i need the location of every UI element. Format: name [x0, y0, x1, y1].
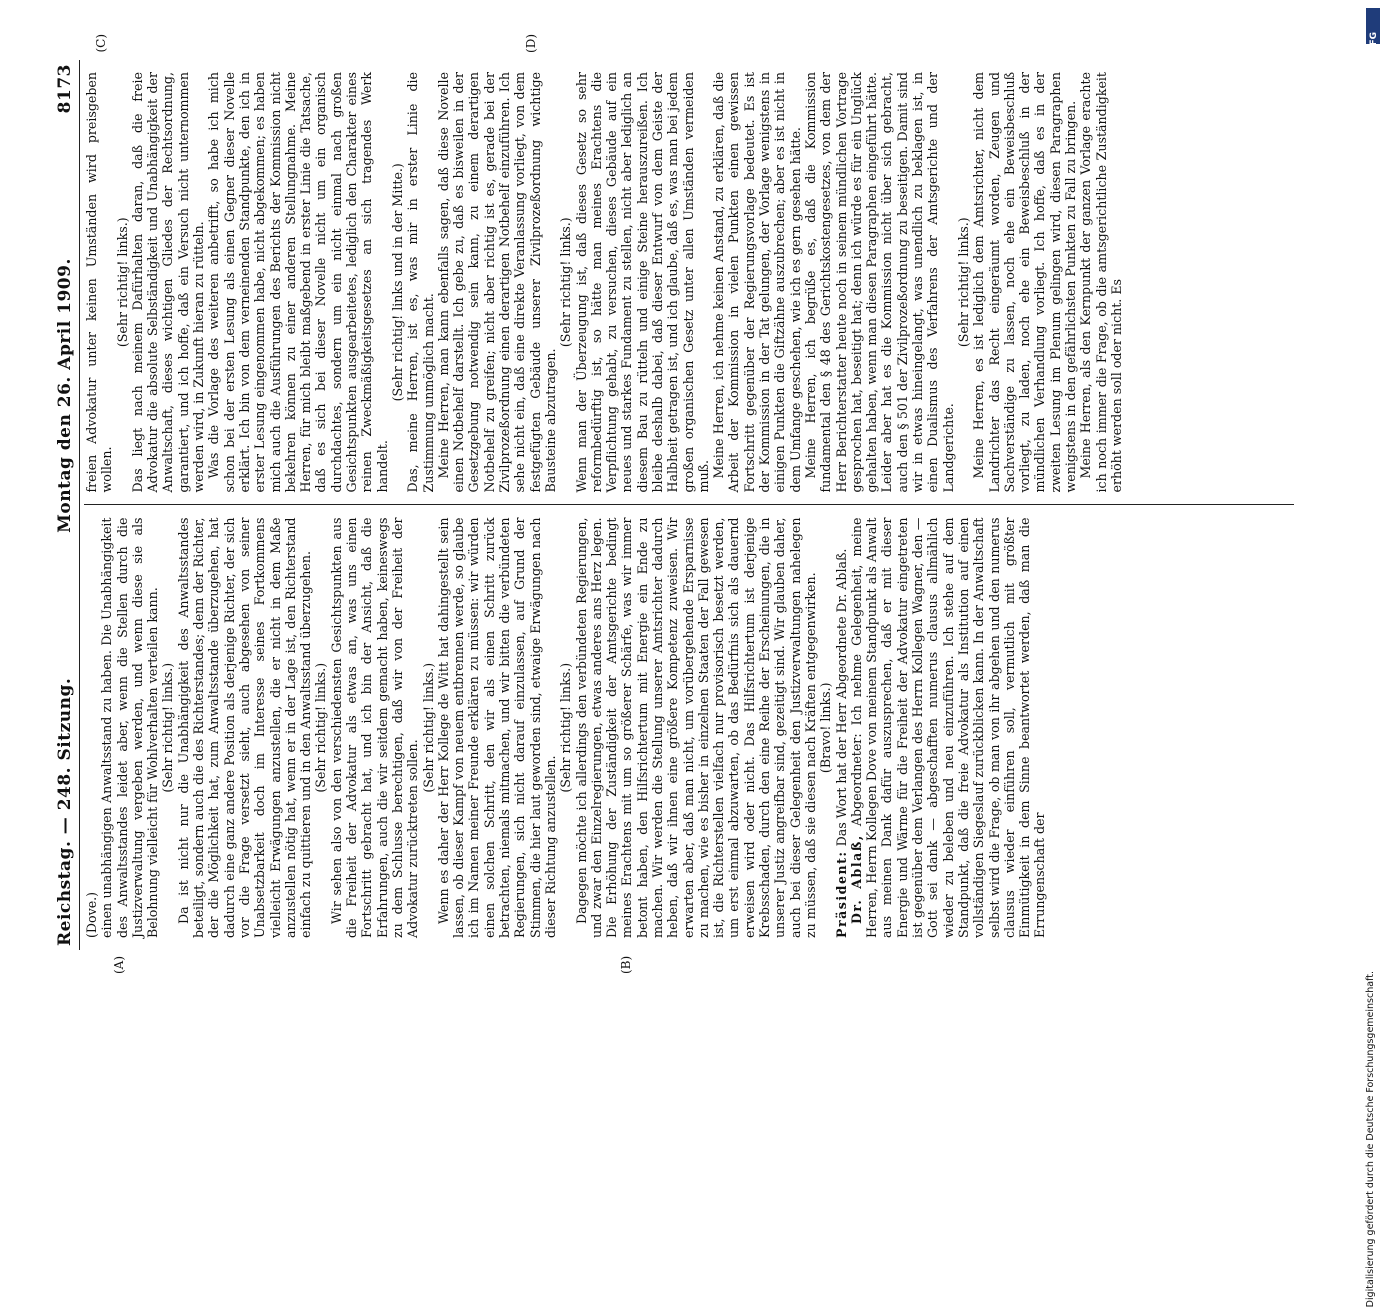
- paragraph-text: Das, meine Herren, ist es, was mir in erster Linie die Zustimmung unmöglich macht.: [405, 72, 436, 493]
- paragraph: [84, 72, 115, 493]
- paragraph: [956, 72, 971, 493]
- paragraph-text: (Sehr richtig! links.): [313, 662, 329, 793]
- paragraph: [436, 72, 558, 493]
- paragraph-text: (Dove.): [84, 891, 99, 938]
- paragraph: [421, 518, 436, 939]
- paragraph-text: Das Wort hat der Herr Abgeordnete Dr. Ablaß.: [833, 548, 849, 847]
- paragraph: [313, 518, 328, 939]
- speaker-name: Präsident:: [833, 850, 849, 938]
- paragraph-text: Abgeordneter: Ich nehme Gelegenheit, meine Herren, Herrn Kollegen Dove von meinem Standpunkt als Anwalt aus meinen Dank dafür auszusprechen, daß er mit dieser Energie und Wärme für die Freiheit der Advokatur eingetreten ist gegenüber dem Verlangen des Herrn Kollegen Wagner, den — Gott sei dank — abgeschafften numerus clausus allmählich wieder zu beleben und neu einzuführen. Ich stehe auf dem Standpunkt, daß die freie Advokatur als Institution auf einen vollständigen Siegeslauf zurückblicken kann. In der Anwaltschaft selbst wird die Frage, ob man von ihr abgehen und den numerus clausus wieder einführen soll, vermutlich mit größter Einmütigkeit in dem Sinne beantwortet werden, daß man die Errungenschaft der: [848, 517, 1048, 938]
- margin-marker-a: (A): [112, 955, 126, 974]
- paragraph-text: (Sehr richtig! links.): [160, 662, 176, 793]
- paragraph: [390, 72, 405, 493]
- text-columns: [84, 34, 1294, 974]
- paragraph: [176, 518, 314, 939]
- paragraph: [99, 518, 160, 939]
- margin-marker-b: (B): [619, 955, 633, 974]
- dfg-logo: DFG: [1366, 8, 1380, 44]
- paragraph: [160, 518, 175, 939]
- paragraph-text: (Sehr richtig! links und in der Mitte.): [389, 163, 405, 402]
- right-column: [84, 34, 1294, 505]
- paragraph-text: Wenn man der Überzeugung ist, daß dieses Gesetz so sehr reformbedürftig ist, so hätte man meines Erachtens die Verpflichtung gehabt, zu versuchen, dieses Gebäude auf ein neues und starkes Fundament zu stellen, nicht aber lediglich an diesem Bau zu rütteln und einige Steine herauszureißen. Ich bleibe deshalb dabei, daß dieser Entwurf von dem Geiste der Halbheit getragen ist, und ich glaube, daß es, was man bei jedem großen organischen Gesetz unter allen Umständen vermeiden muß.: [573, 72, 711, 493]
- margin-marker-c: (C): [94, 34, 108, 53]
- paragraph-text: (Sehr richtig! links.): [558, 217, 574, 348]
- paragraph: [436, 518, 558, 939]
- paragraph-text: (Sehr richtig! links.): [420, 662, 436, 793]
- paragraph: [405, 72, 436, 493]
- paragraph-text: Dagegen möchte ich allerdings den verbündeten Regierungen, und zwar den Einzelregierungen, etwas anderes ans Herz legen. Die Erhöhung der Zuständigkeit der Amtsgerichte bedingt meines Erachtens mit um so größerer Schärfe, was wir immer betont haben, den Hilfsrichtertum mit Energie ein Ende zu machen. Wir werden die Stellung unserer Amtsrichter dadurch heben, daß wir ihnen eine größere Kompetenz zuweisen. Wir erwarten aber, daß man nicht, um vorübergehende Ersparnisse zu machen, wie es bisher in einzelnen Staaten der Fall gewesen ist, die Richterstellen vielfach nur provisorisch besetzt werden, um erst einmal abzuwarten, ob das Bedürfnis sich als dauernd erweisen wird oder nicht. Das Hilfsrichtertum ist derjenige Krebsschaden, durch den eine Reihe der Erscheinungen, die in unserer Justiz angreifbar sind, gezeitigt sind. Wir glauben daher, auch bei dieser Gelegenheit den Justizverwaltungen nahelegen zu müssen, daß sie diesen nach Kräften entgegenwirken.: [573, 517, 818, 938]
- header-rule: [79, 60, 80, 950]
- margin-marker-d: (D): [524, 34, 538, 53]
- paragraph: [574, 518, 819, 939]
- speaker-name: Dr. Ablaß,: [848, 834, 864, 924]
- paragraph: [206, 72, 390, 493]
- paragraph: [818, 518, 833, 939]
- paragraph: [1078, 72, 1124, 493]
- paragraph-text: (Sehr richtig! links.): [558, 662, 574, 793]
- paragraph: [849, 518, 1048, 939]
- paragraph-text: Wenn es daher der Herr Kollege de Witt hat dahingestellt sein lassen, ob dieser Kampf von neuem entbrennen werde, so glaube ich im Namen meiner Freunde erklären zu müssen: wir würden einen solchen Schritt, den wir als einen Schritt zurück betrachten, niemals mitmachen, und wir bitten die verbündeten Regierungen, sich nicht darauf einzulassen, auf Grund der Stimmen, die hier laut geworden sind, etwaige Erwägungen nach dieser Richtung anzustellen.: [435, 517, 558, 938]
- paragraph-text: (Sehr richtig! links.): [955, 217, 971, 348]
- left-column: [84, 505, 1294, 974]
- paragraph-text: (Bravo! links.): [818, 682, 834, 774]
- paragraph: [834, 518, 849, 939]
- paragraph-text: einen unabhängigen Anwaltsstand zu haben. Die Unabhängigkeit des Anwaltsstandes leidet aber, wenn die Stellen durch die Justizverwaltung vergeben werden, und wenn diese sie als Belohnung vielleicht für Wohlverhalten verteilen kann.: [99, 517, 161, 938]
- paragraph: [115, 72, 130, 493]
- paragraph: [84, 518, 99, 939]
- paragraph: [803, 72, 956, 493]
- page-header: [55, 60, 77, 950]
- paragraph-text: Das liegt nach meinem Dafürhalten daran, daß die freie Advokatur die absolute Selbständigkeit und Unabhängigkeit der Anwaltschaft, dieses wichtigen Gliedes der Rechtsordnung, garantiert, und ich hoffe, daß ein Versuch nicht unternommen werden wird, in Zukunft hieran zu rütteln.: [129, 72, 207, 493]
- paragraph: [971, 72, 1078, 493]
- paragraph-text: freien Advokatur unter keinen Umständen wird preisgeben wollen.: [84, 72, 115, 493]
- paragraph-text: Wir sehen also von den verschiedensten Gesichtspunkten aus die Freiheit der Advokatur als etwas an, was uns einen Fortschritt gebracht hat, und ich bin der Ansicht, daß die Erfahrungen, auch die wir seitdem gemacht haben, keineswegs zu dem Schlusse berechtigen, daß wir von der Freiheit der Advokatur zurücktreten sollen.: [328, 517, 421, 938]
- header-center: Montag den 26. April 1909.: [55, 258, 75, 533]
- paragraph: [130, 72, 206, 493]
- paragraph-text: Meine Herren, man kann ebenfalls sagen, daß diese Novelle einen Notbehelf darstellt. Ich gebe zu, daß es bisweilen in der Gesetzgebung notwendig sein kann, zu einem derartigen Notbehelf zu greifen; nicht aber richtig ist es, gerade bei der Zivilprozeßordnung einen derartigen Notbehelf einzuführen. Ich sehe nicht ein, daß eine direkte Veranlassung vorliegt, von dem festgefügten Gebäude unserer Zivilprozeßordnung wichtige Bausteine abzutragen.: [435, 72, 558, 493]
- paragraph: [574, 72, 712, 493]
- header-page-number: 8173: [55, 64, 75, 114]
- paragraph: [558, 72, 573, 493]
- paragraph-text: (Sehr richtig! links.): [114, 217, 130, 348]
- paragraph-text: Meine Herren, es ist lediglich dem Amtsrichter, nicht dem Landrichter das Recht eingeräumt worden, Zeugen und Sachverständige zu lassen, noch ehe ein Beweisbeschluß vorliegt, zu laden, noch ehe ein Beweisbeschluß in der mündlichen Verhandlung vorliegt. Ich hoffe, daß es in der zweiten Lesung im Plenum gelingen wird, diesen Paragraphen wenigstens in den gefährlichsten Punkten zu Fall zu bringen.: [971, 72, 1078, 493]
- paragraph-text: Meine Herren, ich nehme keinen Anstand, zu erklären, daß die Arbeit der Kommission in vielen Punkten einen gewissen Fortschritt gegenüber der Regierungsvorlage bedeutet. Es ist der Kommission in der Tat gelungen, der Vorlage wenigstens in einigen Punkten die Giftzähne auszubrechen; aber es ist nicht in dem Umfange geschehen, wie ich es gern gesehen hätte.: [711, 72, 803, 493]
- paragraph-text: Da ist nicht nur die Unabhängigkeit des Anwaltsstandes beteiligt, sondern auch die des Richterstandes; denn der Richter, der die Möglichkeit hat, zum Anwaltsstande überzugehen, hat dadurch eine ganz andere Position als derjenige Richter, der sich vor die Frage versetzt sieht, auch abgesehen von seiner Unabsetzbarkeit doch im Interesse seines Fortkommens vielleicht Erwägungen anzustellen, die er nicht in dem Maße anzustellen nötig hat, wenn er in der Lage ist, den Richterstand einfach zu quittieren und in den Anwaltsstand überzugehen.: [175, 517, 314, 938]
- paragraph: [558, 518, 573, 939]
- digitization-note: Digitalisierung gefördert durch die Deutsche Forschungsgemeinschaft.: [1365, 971, 1376, 1307]
- paragraph-text: Was die Vorlage des weiteren anbetrifft, so habe ich mich schon bei der ersten Lesung als einen Gegner dieser Novelle erklärt. Ich bin von dem verneinenden Standpunkte, den ich in erster Lesung eingenommen habe, nicht abgekommen; es haben mich auch die Ausführungen des Berichts der Kommission nicht bekehren können zu einer anderen Stellungnahme. Meine Herren, für mich bleibt maßgebend in erster Linie die Tatsache, daß es sich bei dieser Novelle nicht um ein organisch durchdachtes, sondern um ein nicht einmal nach großen Gesichtspunkten ausgearbeitetes, lediglich den Charakter eines reinen Zweckmäßigkeitsgesetzes an sich tragendes Werk handelt.: [206, 72, 390, 493]
- paragraph-text: Meine Herren, ich begrüße es, daß die Kommission fundamental den § 48 des Gerichtskostengesetzes, von dem der Herr Berichterstatter heute noch in seinem mündlichen Vortrage gesprochen hat, beseitigt hat; denn ich würde es für ein Unglück gehalten haben, wenn man diesen Paragraphen eingeführt hätte. Leider aber hat es die Kommission nicht über sich gebracht, auch den § 501 der Zivilprozeßordnung zu beseitigen. Damit sind wir in etwas hineingelangt, was unendlich zu beklagen ist, in einen Dualismus des Verfahrens der Amtsgerichte und der Landgerichte.: [802, 72, 956, 493]
- paragraph: [329, 518, 421, 939]
- header-left: Reichstag. — 248. Sitzung.: [55, 677, 75, 946]
- paragraph-text: Meine Herren, als den Kernpunkt der ganzen Vorlage erachte ich noch immer die Frage, ob die amtsgerichtliche Zuständigkeit erhöht werden soll oder nicht. Es: [1078, 72, 1124, 493]
- paragraph: [711, 72, 803, 493]
